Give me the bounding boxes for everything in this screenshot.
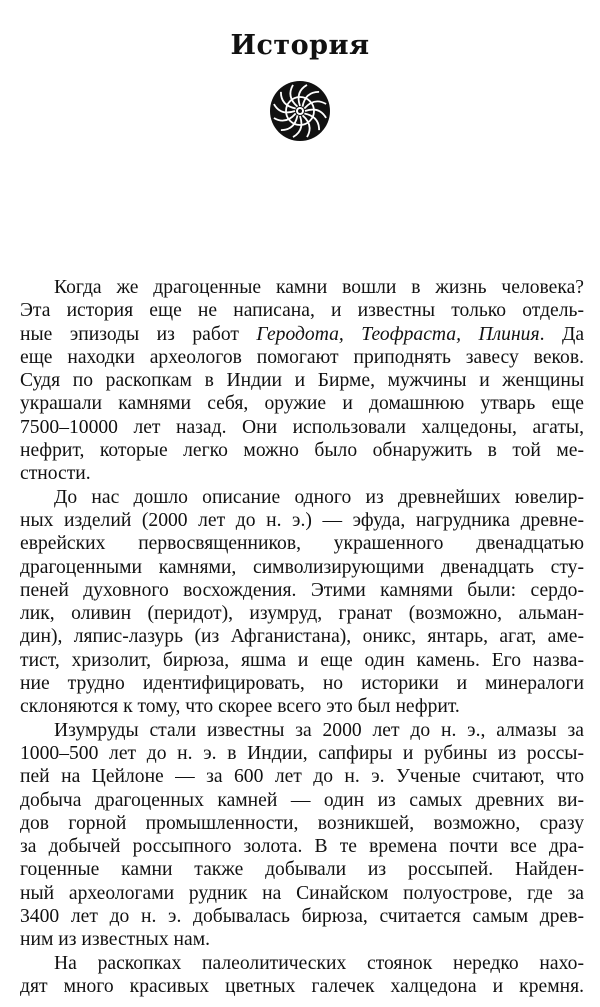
text-line: украшали камнями себя, оружие и домашнюю утварь еще <box>20 393 584 415</box>
text-line: ные эпизоды из работ Геродота, Теофраста, Плиния. Да <box>20 323 585 345</box>
text-line: добыча драгоценных камней — один из самых древних ви- <box>20 789 584 811</box>
text-line: пеней духовного восхождения. Этими камнями были: сердо- <box>20 579 584 601</box>
text-line: дов горной промышленности, возникшей, возможно, сразу <box>20 812 584 834</box>
text-line: ние трудно идентифицировать, но историки и минералоги <box>20 673 584 695</box>
text-line: дят много красивых цветных галечек халцедона и кремня. <box>20 975 584 997</box>
page-title: История <box>230 30 370 61</box>
text-line: 7500–10000 лет назад. Они использовали халцедоны, агаты, <box>20 416 584 438</box>
text-line: еврейских первосвященников, украшенного двенадцатью <box>20 533 584 555</box>
article-text <box>20 276 584 998</box>
text-line: ный археологами рудник на Синайском полуострове, где за <box>20 882 584 904</box>
text-line: Изумруды стали известны за 2000 лет до н. э., алмазы за <box>54 719 584 741</box>
text-line: Судя по раскопкам в Индии и Бирме, мужчины и женщины <box>20 370 584 392</box>
text-line: склоняются к тому, что скорее всего это был нефрит. <box>20 696 460 718</box>
text-line: ных изделий (2000 лет до н. э.) — эфуда, нагрудника древне- <box>20 509 584 531</box>
text-line: На раскопках палеолитических стоянок нередко нахо- <box>54 952 584 974</box>
rosette-ornament-icon <box>269 80 331 142</box>
text-line: гоценные камни также добывали из россыпей. Найден- <box>20 859 584 881</box>
text-line: нефрит, которые легко можно было обнаружить в той ме- <box>20 440 584 462</box>
text-line: еще находки археологов помогают приподнять завесу веков. <box>20 346 584 368</box>
text-line: 3400 лет до н. э. добывалась бирюза, считается самым древ- <box>20 906 584 928</box>
paragraph-2 <box>20 486 584 719</box>
paragraph-4 <box>20 952 584 999</box>
text-line: тист, хризолит, бирюза, яшма и еще один камень. Его назва- <box>20 649 584 671</box>
text-line: До нас дошло описание одного из древнейших ювелир- <box>54 486 584 508</box>
text-line: Когда же драгоценные камни вошли в жизнь человека? <box>54 277 584 298</box>
text-line: Эта история еще не написана, и известны только отдель- <box>20 300 584 322</box>
paragraph-1 <box>20 276 584 486</box>
text-line: лик, оливин (перидот), изумруд, гранат (возможно, альман- <box>20 603 584 625</box>
text-line: пей на Цейлоне — за 600 лет до н. э. Ученые считают, что <box>20 766 584 788</box>
text-line: драгоценными камнями, символизирующими двенадцать сту- <box>20 556 584 578</box>
text-line: дин), ляпис-лазурь (из Афганистана), оникс, янтарь, агат, аме- <box>20 626 584 648</box>
text-line: 1000–500 лет до н. э. в Индии, сапфиры и рубины из россы- <box>20 742 584 764</box>
text-line: за добычей россыпного золота. В те времена почти все дра- <box>20 836 584 858</box>
text-line: стности. <box>20 463 91 485</box>
paragraph-3 <box>20 719 584 952</box>
text-line: ним из известных нам. <box>20 929 211 951</box>
